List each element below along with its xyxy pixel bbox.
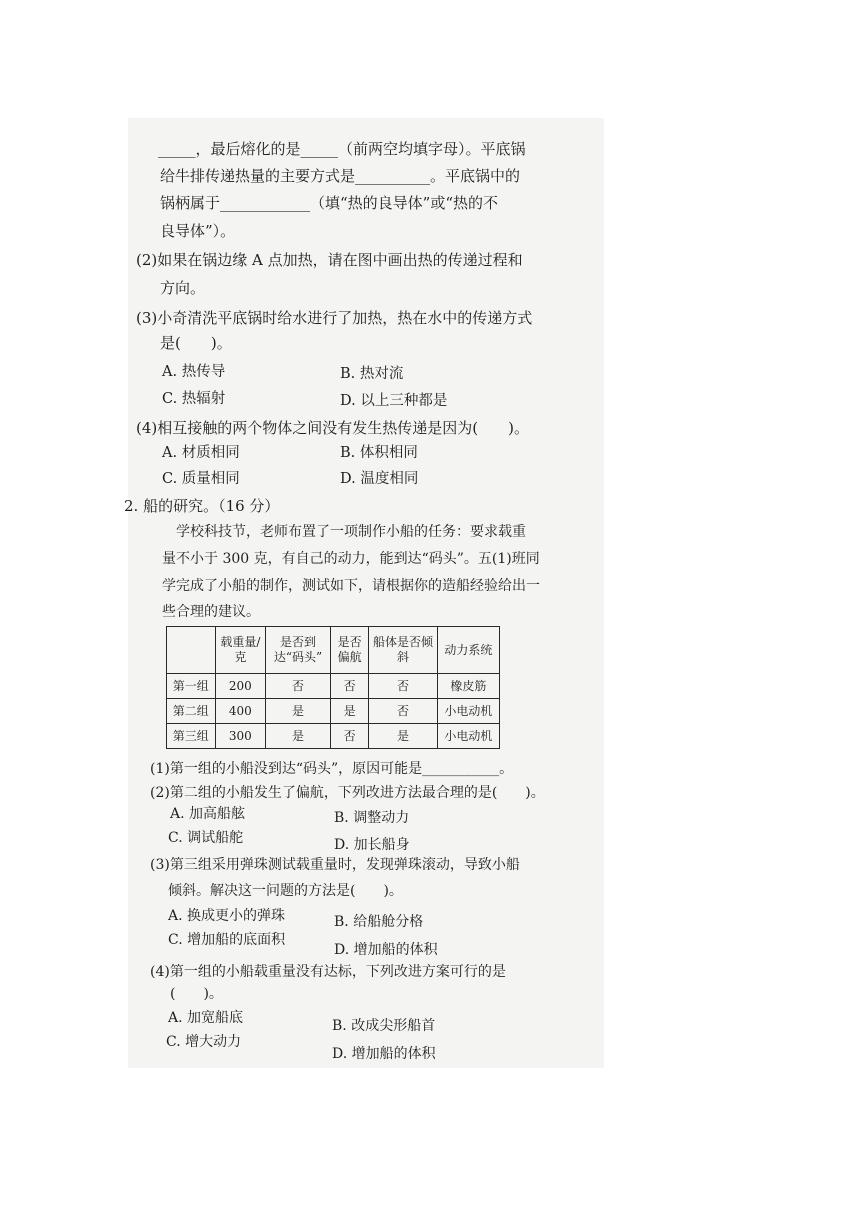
option-b: B. 给船舱分格 xyxy=(334,914,424,930)
table-cell: 否 xyxy=(369,674,437,699)
text-line: 是( )。 xyxy=(160,334,232,352)
table-row xyxy=(167,674,500,699)
text-line: 方向。 xyxy=(160,279,206,297)
table-cell: 小电动机 xyxy=(437,699,499,724)
table-header: 载重量/克 xyxy=(215,627,266,674)
option-b: B. 改成尖形船首 xyxy=(332,1018,436,1034)
option-b: B. 热对流 xyxy=(340,366,404,382)
option-d: D. 以上三种都是 xyxy=(340,393,448,409)
option-a: A. 加宽船底 xyxy=(168,1010,244,1026)
table-header: 动力系统 xyxy=(437,627,499,674)
text-line: 给牛排传递热量的主要方式是__________。平底锅中的 xyxy=(160,167,521,185)
table-cell: 是 xyxy=(266,699,331,724)
paragraph-line: 量不小于 300 克，有自己的动力，能到达“码头”。五(1)班同 xyxy=(162,551,540,567)
table-cell: 是 xyxy=(266,724,331,749)
table-cell: 400 xyxy=(215,699,266,724)
question-4-text: (4)相互接触的两个物体之间没有发生热传递是因为( )。 xyxy=(136,419,529,437)
table-header-row xyxy=(167,627,500,674)
paragraph-line: 学校科技节，老师布置了一项制作小船的任务：要求载重 xyxy=(176,524,526,540)
table-header: 是否偏航 xyxy=(330,627,369,674)
option-d: D. 加长船身 xyxy=(334,837,410,853)
table-cell: 橡皮筋 xyxy=(437,674,499,699)
boat-question-3: (3)第三组采用弹珠测试载重量时，发现弹珠滚动，导致小船 xyxy=(150,857,520,873)
table-cell: 第三组 xyxy=(167,724,216,749)
text-line: _____，最后熔化的是_____（前两空均填字母）。平底锅 xyxy=(158,140,526,158)
boat-question-2: (2)第二组的小船发生了偏航，下列改进方法最合理的是( )。 xyxy=(150,785,545,801)
option-b: B. 调整动力 xyxy=(334,810,410,826)
table-cell: 是 xyxy=(330,699,369,724)
table-cell: 否 xyxy=(330,674,369,699)
option-a: A. 加高船舷 xyxy=(170,806,246,822)
option-c: C. 增加船的底面积 xyxy=(168,932,286,948)
table-cell: 是 xyxy=(369,724,437,749)
option-a: A. 换成更小的弹珠 xyxy=(168,908,286,924)
text-line: 良导体”）。 xyxy=(160,222,236,240)
table-cell: 否 xyxy=(330,724,369,749)
text-line: 倾斜。解决这一问题的方法是( )。 xyxy=(168,883,403,899)
option-c: C. 质量相同 xyxy=(162,471,240,487)
paragraph-line: 些合理的建议。 xyxy=(162,604,260,620)
table-header: 是否到达“码头” xyxy=(266,627,331,674)
table-cell: 小电动机 xyxy=(437,724,499,749)
table-header xyxy=(167,627,216,674)
table-cell: 否 xyxy=(266,674,331,699)
option-d: D. 增加船的体积 xyxy=(332,1046,436,1062)
option-d: D. 温度相同 xyxy=(340,471,419,487)
table-cell: 第二组 xyxy=(167,699,216,724)
table-cell: 第一组 xyxy=(167,674,216,699)
text-line: 锅柄属于____________（填“热的良导体”或“热的不 xyxy=(160,194,499,212)
option-a: A. 材质相同 xyxy=(162,445,240,461)
boat-question-4: (4)第一组的小船载重量没有达标，下列改进方案可行的是 xyxy=(150,964,506,980)
boat-question-1: (1)第一组的小船没到达“码头”，原因可能是___________。 xyxy=(150,761,514,777)
option-c: C. 调试船舵 xyxy=(168,830,244,846)
question-2-text: (2)如果在锅边缘 A 点加热，请在图中画出热的传递过程和 xyxy=(136,251,523,269)
table-cell: 否 xyxy=(369,699,437,724)
question-3-text: (3)小奇清洗平底锅时给水进行了加热，热在水中的传递方式 xyxy=(136,309,533,327)
option-c: C. 热辐射 xyxy=(162,391,226,407)
text-line: ( )。 xyxy=(170,986,223,1002)
section-title: 2. 船的研究。（16 分） xyxy=(124,497,280,515)
table-cell: 200 xyxy=(215,674,266,699)
table-row xyxy=(167,699,500,724)
option-d: D. 增加船的体积 xyxy=(334,942,438,958)
table-cell: 300 xyxy=(215,724,266,749)
option-a: A. 热传导 xyxy=(162,364,226,380)
option-c: C. 增大动力 xyxy=(166,1034,242,1050)
table-row xyxy=(167,724,500,749)
paragraph-line: 学完成了小船的制作，测试如下，请根据你的造船经验给出一 xyxy=(162,578,540,594)
option-b: B. 体积相同 xyxy=(340,445,418,461)
boat-test-table xyxy=(166,626,500,749)
table-header: 船体是否倾斜 xyxy=(369,627,437,674)
